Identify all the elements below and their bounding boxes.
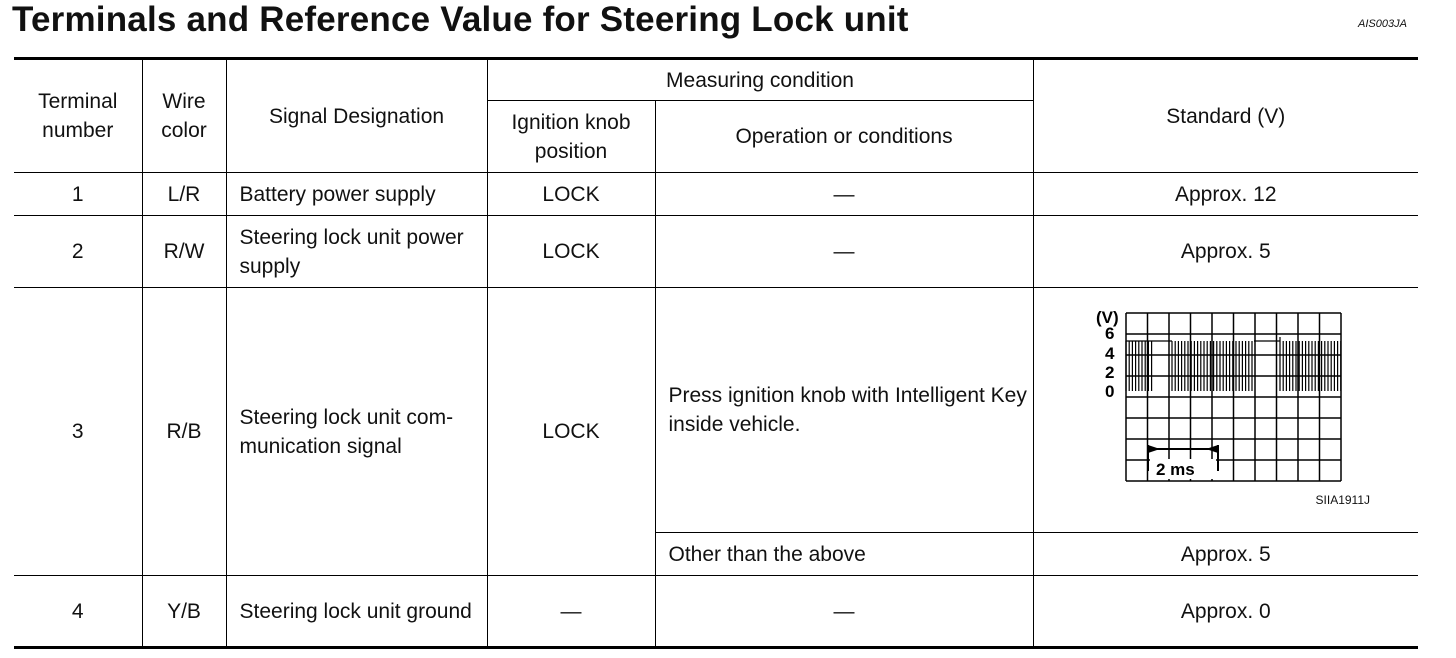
waveform-tick-2: 2 [1104,363,1114,382]
header-signal: Signal Designation [226,59,487,173]
header-operation: Operation or conditions [655,101,1033,173]
terminal-cell: 4 [14,576,142,648]
header-measuring: Measuring condition [487,59,1033,101]
standard-cell: Approx. 5 [1033,216,1418,288]
terminal-cell: 3 [14,288,142,576]
ignition-cell: LOCK [487,216,655,288]
figure-code: SIIA1911J [1315,493,1371,507]
header-wire: Wire color [142,59,226,173]
terminal-table [14,57,1418,649]
waveform-tick-0: 0 [1104,382,1114,401]
operation-cell: — [655,576,1033,648]
wire-cell: R/B [142,288,226,576]
table-row [14,173,1418,216]
page-title: Terminals and Reference Value for Steering Lock unit [12,0,909,39]
operation-cell: Press ignition knob with Intelligent Key inside vehicle. [655,288,1033,533]
waveform-graph [1094,309,1354,499]
terminal-cell: 1 [14,173,142,216]
table-row [14,576,1418,648]
header-terminal: Terminal number [14,59,142,173]
waveform-unit-label: (V) [1095,309,1119,327]
signal-cell: Steering lock unit com-munication signal [226,288,487,576]
standard-cell: Approx. 12 [1033,173,1418,216]
waveform-tick-4: 4 [1104,344,1114,363]
signal-cell: Battery power supply [226,173,487,216]
operation-cell: Other than the above [655,533,1033,576]
header-ignition: Ignition knob position [487,101,655,173]
operation-cell: — [655,173,1033,216]
signal-cell: Steering lock unit power supply [226,216,487,288]
waveform-tick-6: 6 [1104,324,1114,343]
ignition-cell: — [487,576,655,648]
terminal-cell: 2 [14,216,142,288]
wire-cell: Y/B [142,576,226,648]
table-row [14,288,1418,533]
wire-cell: L/R [142,173,226,216]
time-scale-label: 2 ms [1155,460,1195,479]
waveform-grid [1126,313,1341,481]
operation-cell: — [655,216,1033,288]
reference-code: AIS003JA [1358,18,1407,30]
waveform-cell [1033,288,1418,533]
ignition-cell: LOCK [487,173,655,216]
table-row [14,216,1418,288]
header-standard: Standard (V) [1033,59,1418,173]
standard-cell: Approx. 5 [1033,533,1418,576]
signal-cell: Steering lock unit ground [226,576,487,648]
wire-cell: R/W [142,216,226,288]
standard-cell: Approx. 0 [1033,576,1418,648]
ignition-cell: LOCK [487,288,655,576]
